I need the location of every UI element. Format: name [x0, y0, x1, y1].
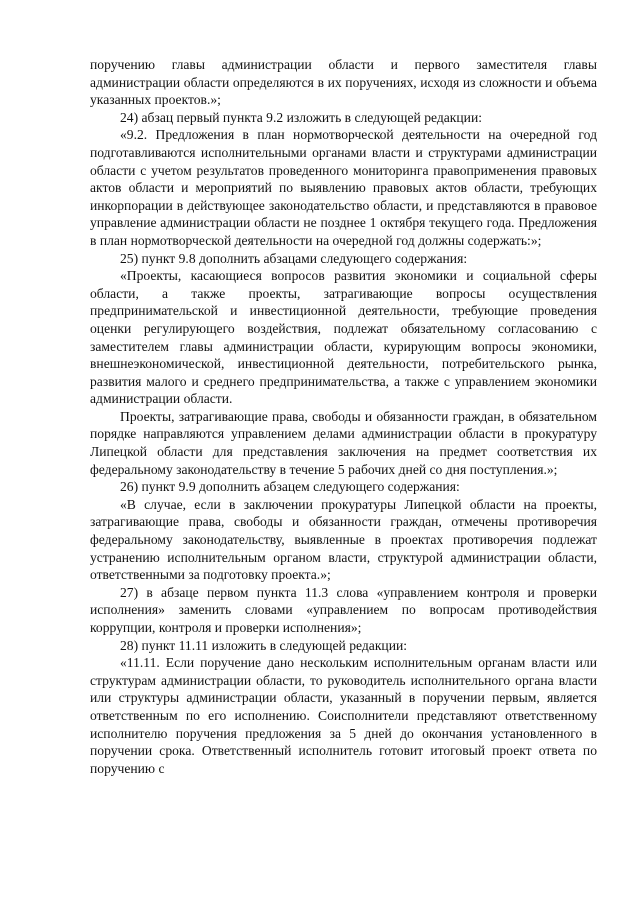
paragraph-10: 28) пункт 11.11 изложить в следующей редакции: — [120, 637, 408, 653]
paragraph-11: «11.11. Если поручение дано нескольким исполнительным органам власти или структурам администрации области, то руководитель исполнительного органа власти или структуры администрации области, указанный в поручении первым, является ответственным по его исполнению. Соисполнители представляют ответственному исполнителю поручения предложения за 5 дней до окончания установленного в поручении срока. Ответственный исполнитель готовит итоговый проект ответа по поручению с — [90, 655, 597, 776]
paragraph-8: «В случае, если в заключении прокуратуры Липецкой области на проекты, затрагивающие права, свободы и обязанности граждан, отмечены противоречия федеральному законодательству, выявленные в проектах противоречия подлежат устранению исполнительным органом власти, структурой администрации области, ответственными за подготовку проекта.»; — [90, 496, 597, 583]
paragraph-5: «Проекты, касающиеся вопросов развития экономики и социальной сферы области, а также проекты, затрагивающие вопросы осуществления предпринимательской и инвестиционной деятельности, требующие проведения оценки регулирующего воздействия, подлежат обязательному согласованию с заместителем главы администрации области, курирующим вопросы экономики, внешнеэкономической, инвестиционной деятельности, потребительского рынка, развития малого и среднего предпринимательства, а также с управлением экономики администрации области. — [90, 268, 597, 407]
paragraph-3: «9.2. Предложения в план нормотворческой деятельности на очередной год подготавливаются исполнительными органами власти и структурами администрации области с учетом результатов проведенного мониторинга правоприменения правовых актов области и мероприятий по выявлению правовых актов области, требующих инкорпорации в действующее законодательство области, и представляются в правовое управление администрации области не позднее 1 октября текущего года. Предложения в план нормотворческой деятельности на очередной год должны содержать:»; — [90, 127, 597, 248]
paragraph-7: 26) пункт 9.9 дополнить абзацем следующего содержания: — [120, 479, 460, 495]
paragraph-6: Проекты, затрагивающие права, свободы и обязанности граждан, в обязательном порядке направляются управлением делами администрации области в прокуратуру Липецкой области для представления заключения на предмет соответствия их федеральному законодательству в течение 5 рабочих дней со дня поступления.»; — [90, 408, 597, 477]
paragraph-4: 25) пункт 9.8 дополнить абзацами следующего содержания: — [120, 250, 468, 266]
document-page — [90, 56, 597, 777]
paragraph-9: 27) в абзаце первом пункта 11.3 слова «управлением контроля и проверки исполнения» заменить словами «управлением по вопросам противодействия коррупции, контроля и проверки исполнения»; — [90, 584, 597, 635]
paragraph-1: поручению главы администрации области и первого заместителя главы администрации области определяются в их поручениях, исходя из сложности и объема указанных проектов.»; — [90, 57, 597, 108]
paragraph-2: 24) абзац первый пункта 9.2 изложить в следующей редакции: — [120, 109, 483, 125]
